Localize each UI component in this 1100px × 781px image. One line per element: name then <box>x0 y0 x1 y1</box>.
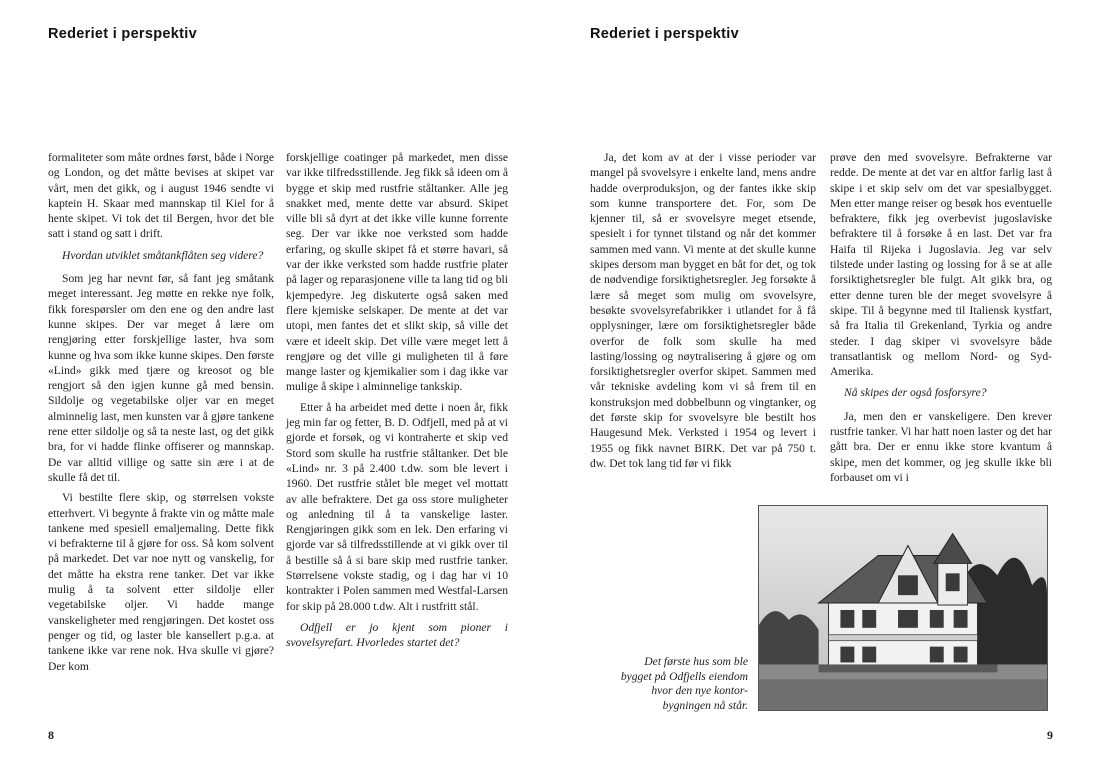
paragraph: prøve den med svovelsyre. Befrakterne var redde. De mente at det var en altfor farlig last å skipe i et skip selv om det var spesialbygget. Men etter mange reiser og besøk hos eventuelle befraktere, fikk jeg overbevist jugoslaviske befraktere til å forsøke å en last. Det var fra Haifa til Rijeka i Jugoslavia. Jeg var selv tilstede under lasting og lossing for å se at alle forsiktighetsregler ble fulgt. Alt gikk bra, og etter denne turen ble der meget svovelsyre å skipe. Til å begynne med til Italiensk kystfart, så fra Italia til Grekenland, Tyrkia og andre steder. I dag skiper vi svovelsyre både transatlantisk og mellom Nord- og Syd-Amerika. <box>830 151 1052 379</box>
interview-question: Odfjell er jo kjent som pioner i svovelsyrefart. Hvorledes startet det? <box>286 620 508 650</box>
text-column-1 <box>590 150 816 476</box>
right-page <box>550 0 1100 781</box>
house-photo <box>758 505 1048 711</box>
text-column-2 <box>286 150 508 659</box>
paragraph: Vi bestilte flere skip, og størrelsen vokste etterhvert. Vi begynte å frakte vin og måtte male tankene med spesiell emaljemaling. Dette fikk vi befrakterne til å gjøre for oss. Så kom solvent på markedet. Det var noe nytt og vanskelig, for det måtte ha ekstra rene tanker. Det var ikke mulig å ta solvent etter sildolje eller vegetabilske oljer. Vi hadde mange vanskeligheter med rengjøringen. Det kostet oss penger og tid, og laster ble kansellert p.g.a. at tankene ikke var rene nok. Hva skulle vi gjøre? Der kom <box>48 491 274 673</box>
text-column-2 <box>830 150 1052 490</box>
caption-line: bygningen nå står. <box>662 698 748 712</box>
paragraph: forskjellige coatinger på markedet, men disse var ikke tilfredsstillende. Jeg fikk så ideen om å bygge et skip med rustfrie ståltanker. Alle jeg snakket med, mente dette var absurd. Skipet ville bli så dyrt at det ikke ville kunne forrente seg. Der var ikke noe verksted som hadde erfaring, og skulle skipet få et større havari, så var der ikke verksted som hadde rustfrie plater på lager og reparasjonene ville ta lang tid og bli kjempedyre. Jeg diskuterte også saken med flere kjemiske selskaper. De mente at det var utopi, men fantes det et slikt skip, så ville det være et ideelt skip. Det ville være meget lett å rengjøre og det ville gi muligheten til å føre mange laster og kjemikalier som i dag ikke var mulige å skipe i alminnelige tankskip. <box>286 151 508 394</box>
paragraph: Ja, det kom av at der i visse perioder var mangel på svovelsyre i enkelte land, mens andre hadde overproduksjon, og der fantes ikke skip som kunne transportere det. For, som De kjenner til, så er svovelsyre meget etsende, spesielt i for tynnet tilstand og når det kommer sammen med vann. Vi mente at det skulle kunne skipes dersom man bygget en båt for det, og tok de nødvendige forsiktighetsregler. Jeg forsøkte å lære så meget som mulig om svovelsyre, besøkte svovelsyrefabrikker i utlandet for å få opplysninger, lære om forsiktighetsregler både overfor de folk som skulle ha med lasting/lossing og nøytralisering å gjøre og om forsiktighetsregler overfor skipet. Sammen med vår tekniske avdeling kom vi så frem til en konstruksjon med dobbelbunn og vingtanker, og det første skip for svovelsyre ble bestilt hos Haugesund Mek. Verksted i 1954 og levert i 1955 og fikk navnet BIRK. Det var på 750 t. dw. Det tok lang tid før vi fikk <box>590 151 816 470</box>
running-header: Rederiet i perspektiv <box>48 26 197 42</box>
interview-question: Hvordan utviklet småtankflåten seg videre? <box>62 248 264 262</box>
paragraph: formaliteter som måte ordnes først, både i Norge og London, og det måtte bevises at skipet var vårt, men det gikk, og i august 1946 sendte vi kaptein H. Skaar med mannskap til Kiel for å hente skipet. Vi tok det til Bergen, hvor det ble satt i stand og satt i drift. <box>48 151 274 241</box>
paragraph: Etter å ha arbeidet med dette i noen år, fikk jeg min far og fetter, B. D. Odfjell, med på at vi gjorde et forsøk, og vi kontraherte et skip ved Stord som skulle ha rustfrie ståltanker. Det ble «Lind» nr. 3 på 2.400 t.dw. som ble levert i 1960. Det rustfrie stålet ble meget vel mottatt av alle befraktere. Det ga oss store muligheter og anledning til å ta vanskelige laster. Rengjøringen gikk som en lek. Den erfaring vi gjorde var så tilfredsstillende at vi gikk over til å bestille så å si bare skip med rustfrie tanker. Størrelsene vokste stadig, og i dag har vi 10 kontrakter i Polen sammen med Westfal-Larsen for skip på 28.000 t.dw. Alt i rustfritt stål. <box>286 400 508 613</box>
paragraph: Ja, men den er vanskeligere. Den krever rustfrie tanker. Vi har hatt noen laster og det har gått bra. Der er ennu ikke store kvantum å skipe, men det kommer, og jeg skulle ikke bli forbauset om vi i <box>830 409 1052 484</box>
caption-line: bygget på Odfjells eiendom <box>620 669 748 683</box>
text-column-1 <box>48 150 274 679</box>
page-number: 9 <box>1047 728 1053 742</box>
house-illustration <box>759 506 1047 710</box>
paragraph: Som jeg har nevnt før, så fant jeg småtank meget interessant. Jeg møtte en rekke nye folk, fikk forespørsler om den ene og den andre last kunne skipes. Der var meget å lære om rengjøring etter forskjellige laster, hva som kunne og hva som ikke kunne skipes. Den første «Lind» gikk med tjære og kreosot og ble rengjort så den igjen kunne gå med bensin. Sildolje og vegetabilske oljer var en meget alminnelig last, men kunsten var å gjøre tankene rene etter sildolje og så ta neste last, og det gikk bra, for vi hadde flinke offiserer og mannskap. De var alltid villige og satte sin ære i at de skulle få det til. <box>48 272 274 484</box>
caption-line: Det første hus som ble <box>644 655 748 668</box>
caption-line: hvor den nye kontor- <box>651 684 748 697</box>
interview-question: Nå skipes der også fosforsyre? <box>844 386 987 400</box>
photo-caption <box>590 655 748 713</box>
running-header: Rederiet i perspektiv <box>590 26 739 42</box>
page-number: 8 <box>48 728 54 742</box>
